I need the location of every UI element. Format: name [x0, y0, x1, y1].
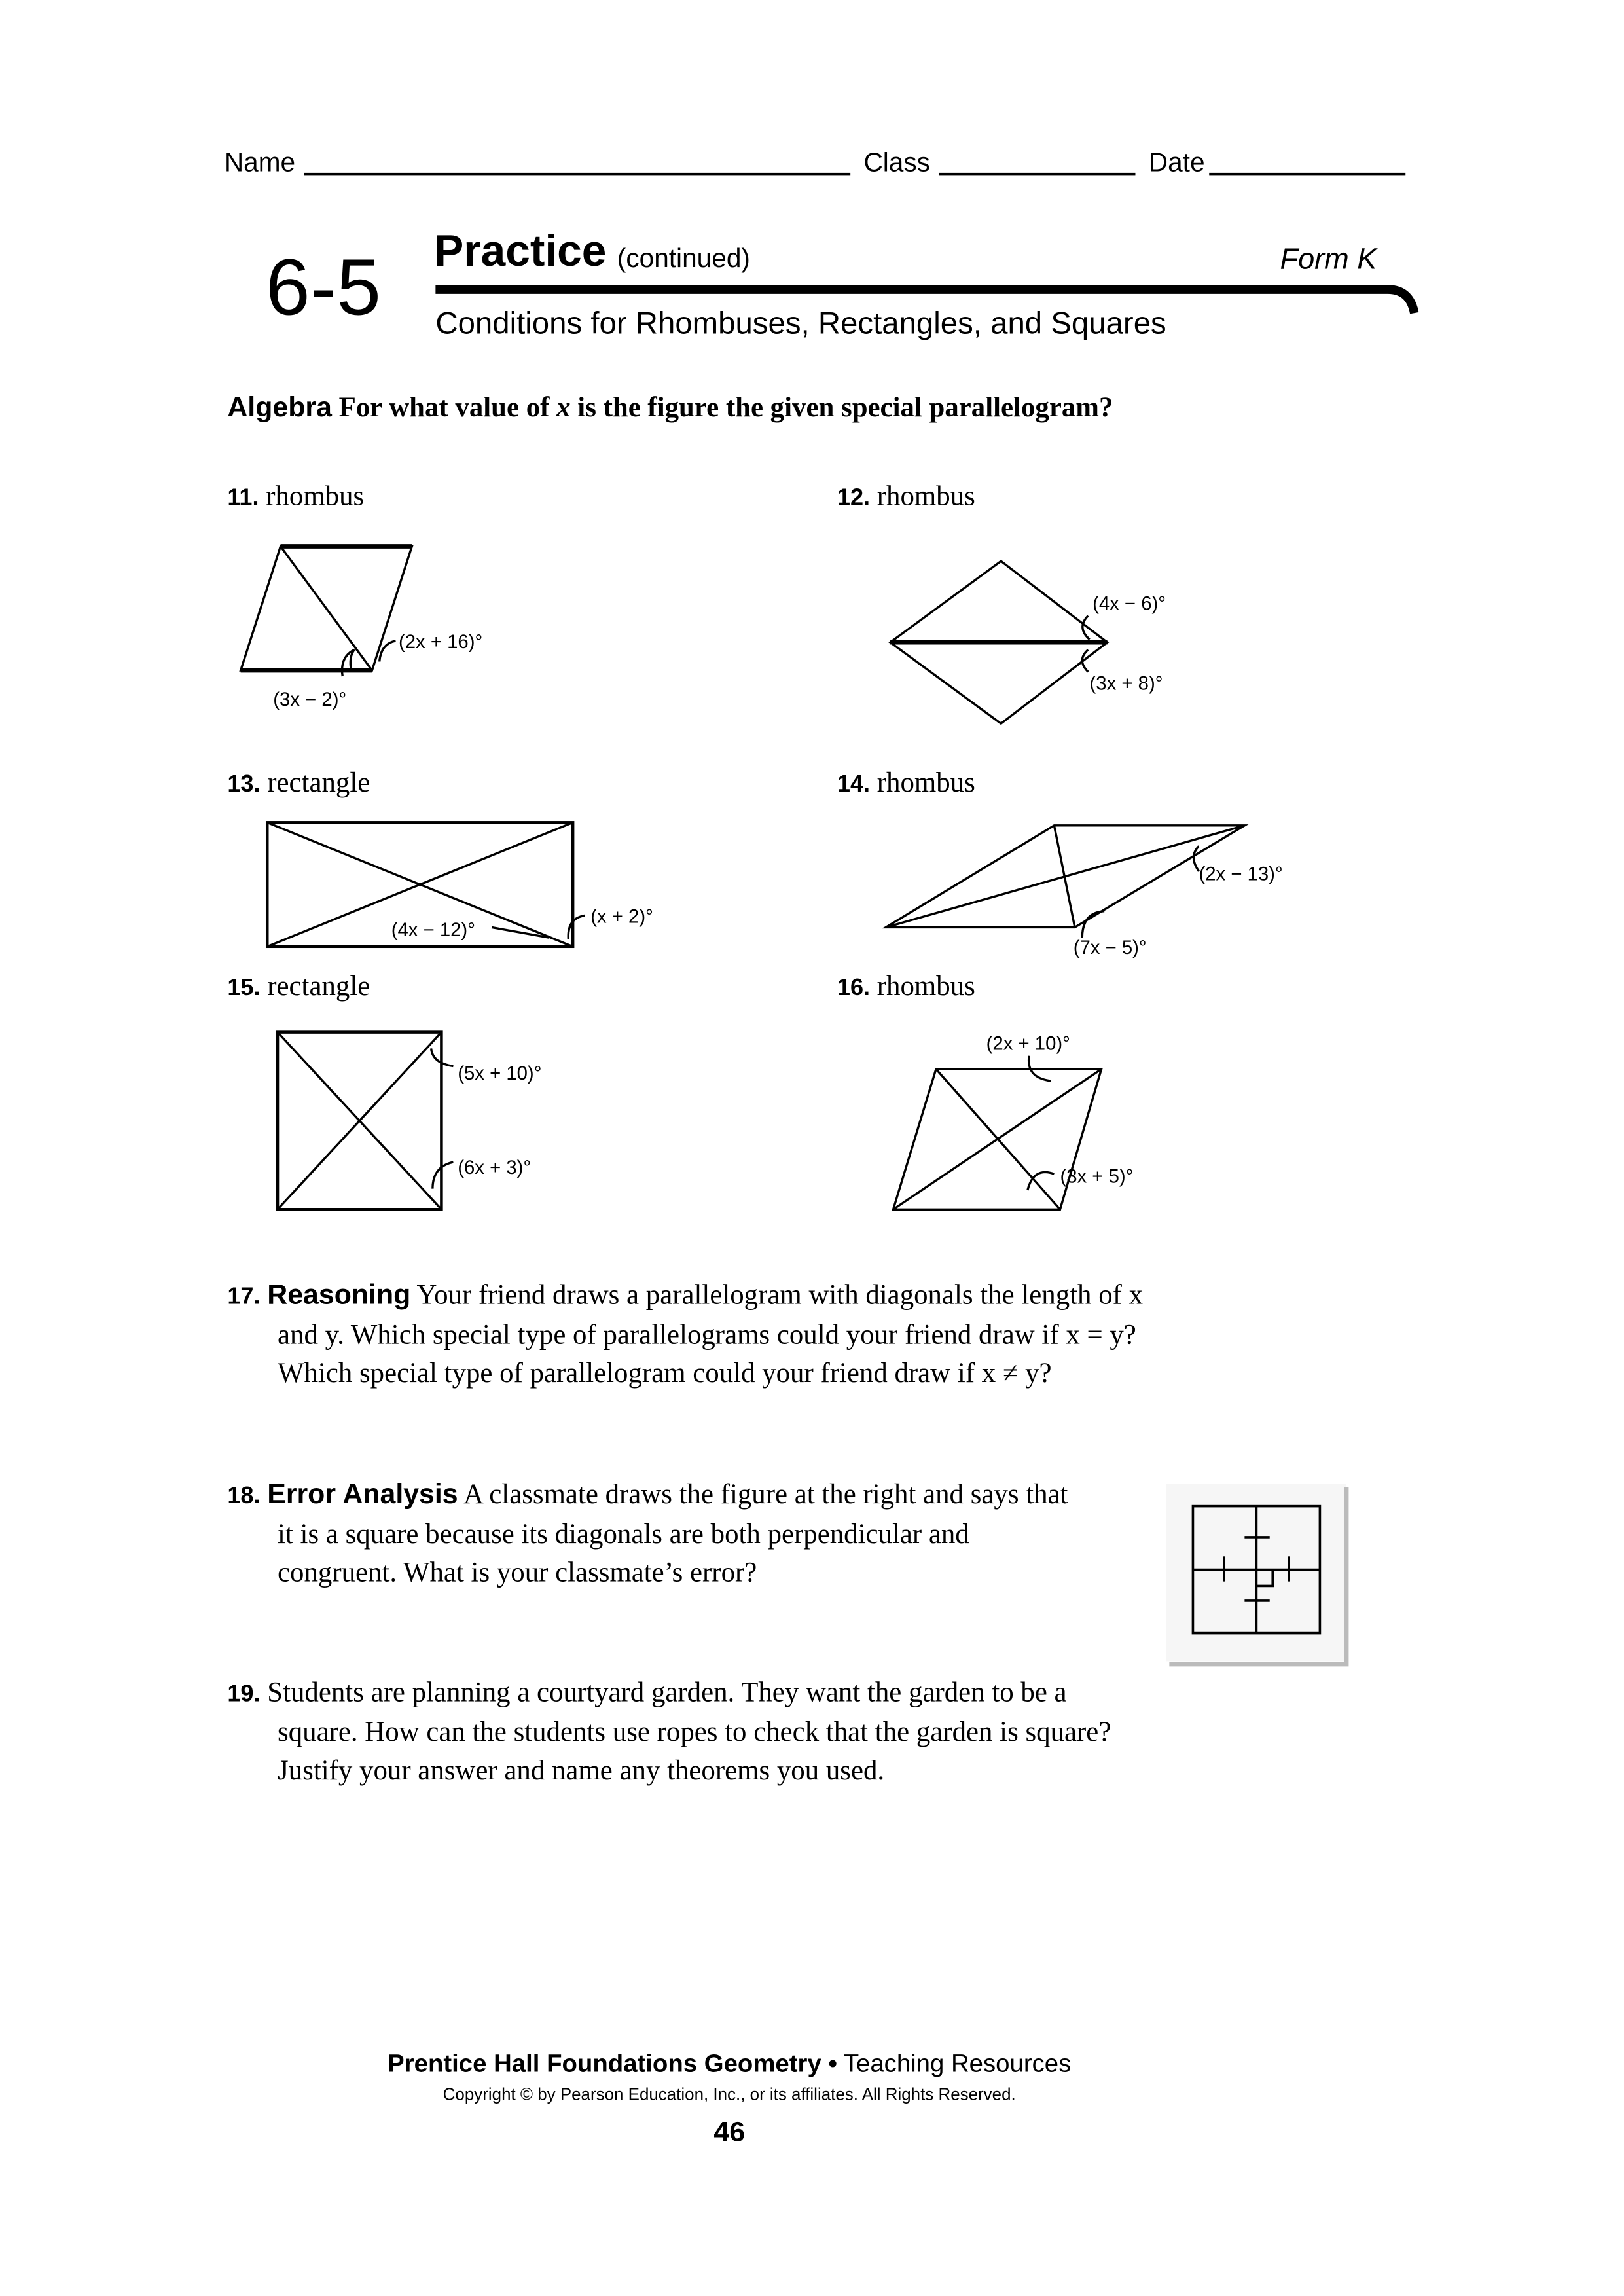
- angle-13a: (4x − 12)°: [391, 919, 475, 941]
- date-label: Date: [1148, 147, 1205, 177]
- figure-15-square: [278, 1032, 453, 1210]
- question-17: 17. Reasoning Your friend draws a parallelogram with diagonals the length of x and y. Which special type of parallelograms could your friend draw if x = y? Which special type of parallelogram could your friend draw if x ≠ y?: [227, 1280, 1144, 1390]
- angle-13b: (x + 2)°: [590, 905, 653, 928]
- page-number: 46: [713, 2117, 746, 2149]
- angle-11a: (2x + 16)°: [398, 631, 483, 653]
- practice-title: Practice: [434, 227, 607, 276]
- angle-14b: (7x − 5)°: [1073, 937, 1147, 959]
- footer-book: Prentice Hall Foundations Geometry • Teaching Resources: [388, 2049, 1072, 2078]
- question-19: 19. Students are planning a courtyard garden. They want the garden to be a square. How can the students use ropes to check that the garden is square? Justify your answer and name any theorems you used.: [227, 1677, 1111, 1787]
- figure-14-rhombus: [886, 826, 1244, 938]
- error-analysis-figure: [1161, 1478, 1356, 1670]
- lesson-number: 6-5: [265, 244, 382, 333]
- question-18: 18. Error Analysis A classmate draws the figure at the right and says that it is a square because its diagonals are both perpendicular and congruent. What is your classmate’s error?: [227, 1480, 1068, 1589]
- form-label: Form K: [1280, 244, 1377, 276]
- angle-11b: (3x − 2)°: [273, 689, 347, 711]
- name-label: Name: [224, 147, 296, 177]
- class-label: Class: [863, 147, 931, 177]
- angle-15a: (5x + 10)°: [458, 1062, 542, 1084]
- problem-12-label: 12. rhombus: [837, 481, 975, 513]
- problem-16-label: 16. rhombus: [837, 972, 975, 1003]
- angle-16a: (2x + 10)°: [986, 1032, 1070, 1055]
- problem-15-label: 15. rectangle: [227, 972, 370, 1003]
- problem-11-label: 11. rhombus: [227, 481, 365, 513]
- figure-12-rhombus: [890, 561, 1108, 723]
- lesson-subtitle: Conditions for Rhombuses, Rectangles, and Squares: [435, 307, 1166, 342]
- angle-12a: (4x − 6)°: [1092, 592, 1166, 615]
- angle-16b: (3x + 5)°: [1060, 1165, 1134, 1188]
- problem-13-label: 13. rectangle: [227, 767, 370, 799]
- problem-14-label: 14. rhombus: [837, 767, 975, 799]
- instructions: Algebra For what value of x is the figure the given special parallelogram?: [227, 392, 1113, 424]
- angle-14a: (2x − 13)°: [1199, 863, 1283, 885]
- continued-label: (continued): [617, 244, 750, 274]
- footer-copyright: Copyright © by Pearson Education, Inc., or its affiliates. All Rights Reserved.: [442, 2086, 1016, 2105]
- angle-15b: (6x + 3)°: [458, 1157, 532, 1179]
- figure-11-rhombus: [241, 547, 412, 676]
- angle-12b: (3x + 8)°: [1089, 672, 1163, 695]
